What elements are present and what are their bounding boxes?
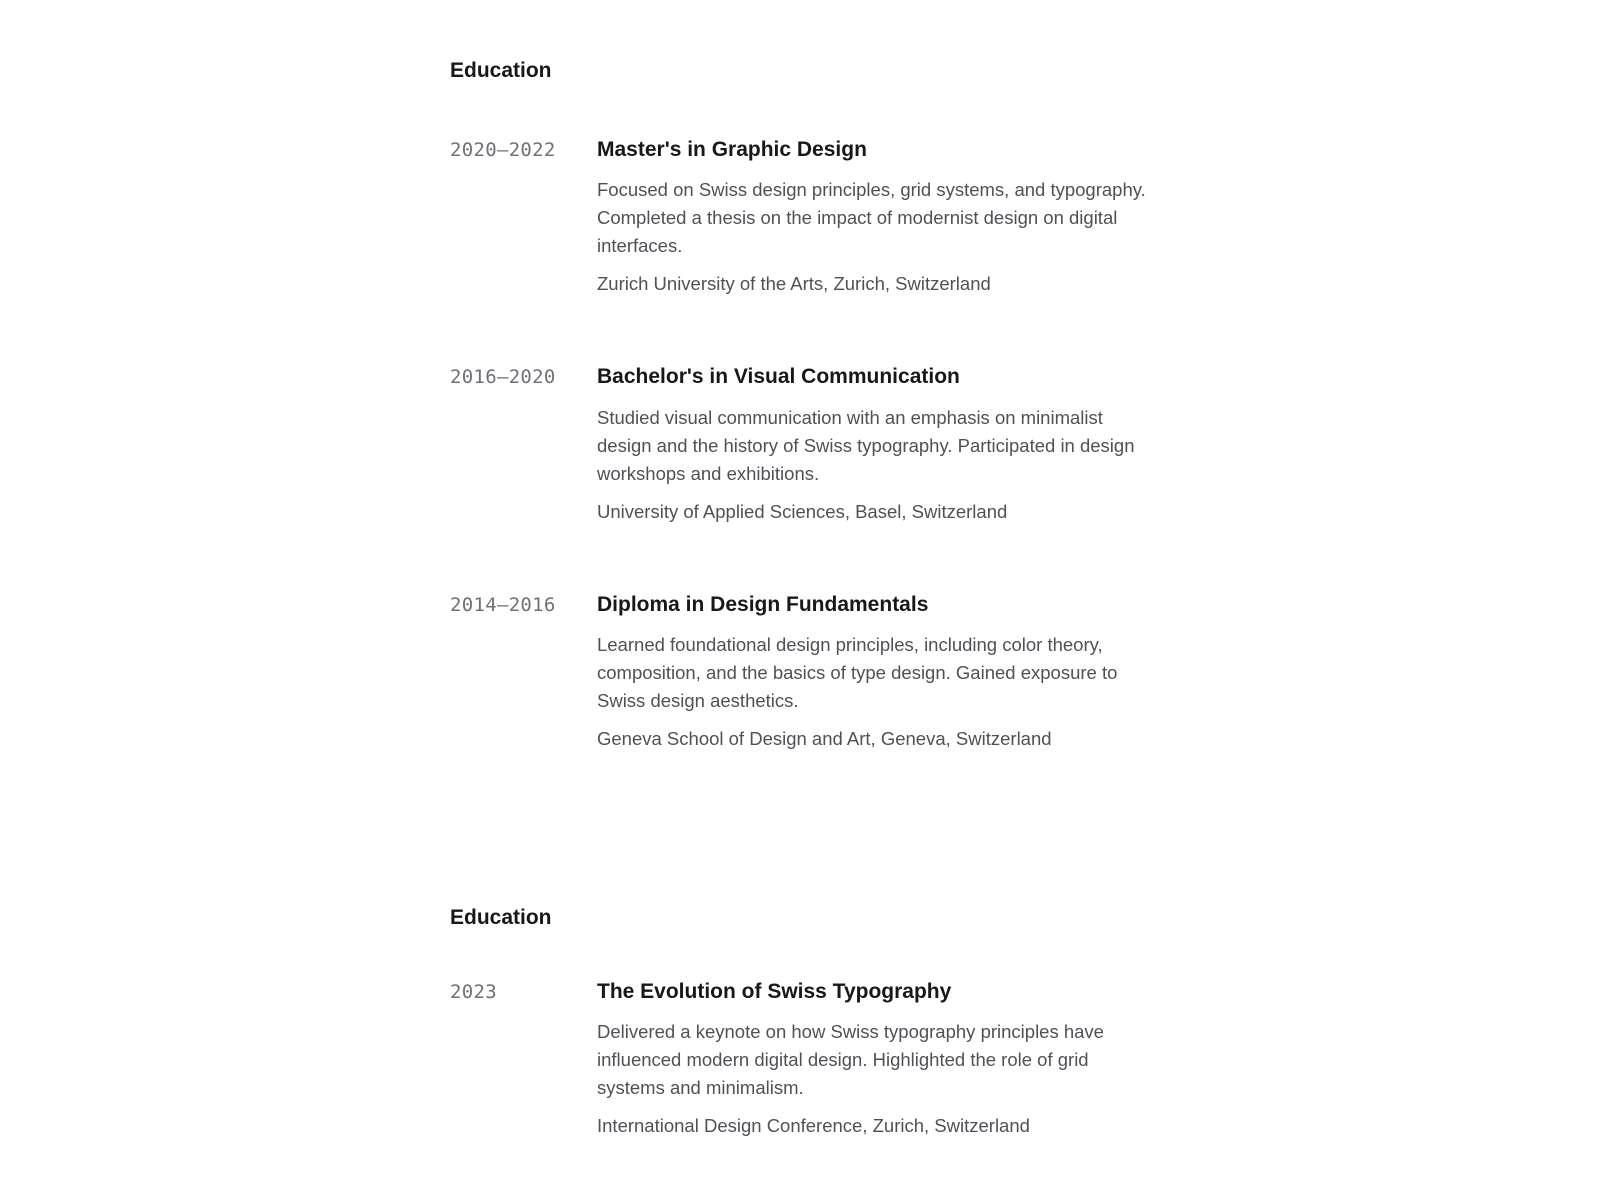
entry-title: Bachelor's in Visual Communication (597, 365, 960, 389)
entry-place: Zurich University of the Arts, Zurich, Switzerland (597, 273, 991, 295)
entry-content (597, 364, 1157, 525)
entry-description: Focused on Swiss design principles, grid systems, and typography. Completed a thesis on the impact of modernist design on digital interfaces. (597, 179, 1146, 257)
section-title: Education (450, 906, 552, 929)
entry-years: 2014–2016 (450, 593, 556, 616)
entry-content (597, 592, 1157, 753)
entry-years: 2020–2022 (450, 139, 556, 162)
entry-content (597, 137, 1157, 298)
education-entry (450, 364, 1170, 525)
education-entry (450, 137, 1170, 298)
entry-place: International Design Conference, Zurich, Switzerland (597, 1115, 1030, 1137)
entry-description: Studied visual communication with an emphasis on minimalist design and the history of Swiss typography. Participated in design workshops and exhibitions. (597, 406, 1135, 484)
education-entry (450, 592, 1170, 753)
education-entry (450, 979, 1170, 1140)
section-title: Education (450, 59, 552, 82)
education-section (450, 58, 1170, 753)
entry-description: Learned foundational design principles, including color theory, composition, and the basics of type design. Gained exposure to Swiss design aesthetics. (597, 633, 1118, 711)
education-section (450, 905, 1170, 1140)
entry-title: Diploma in Design Fundamentals (597, 592, 929, 616)
entry-place: University of Applied Sciences, Basel, Switzerland (597, 500, 1008, 522)
entry-content (597, 979, 1157, 1140)
entry-place: Geneva School of Design and Art, Geneva, Switzerland (597, 727, 1052, 749)
entry-years: 2016–2020 (450, 366, 556, 389)
entry-years: 2023 (450, 981, 497, 1004)
entry-title: The Evolution of Swiss Typography (597, 980, 952, 1004)
entry-description: Delivered a keynote on how Swiss typography principles have influenced modern digital design. Highlighted the role of grid systems and minimalism. (597, 1021, 1104, 1099)
entry-title: Master's in Graphic Design (597, 138, 867, 162)
